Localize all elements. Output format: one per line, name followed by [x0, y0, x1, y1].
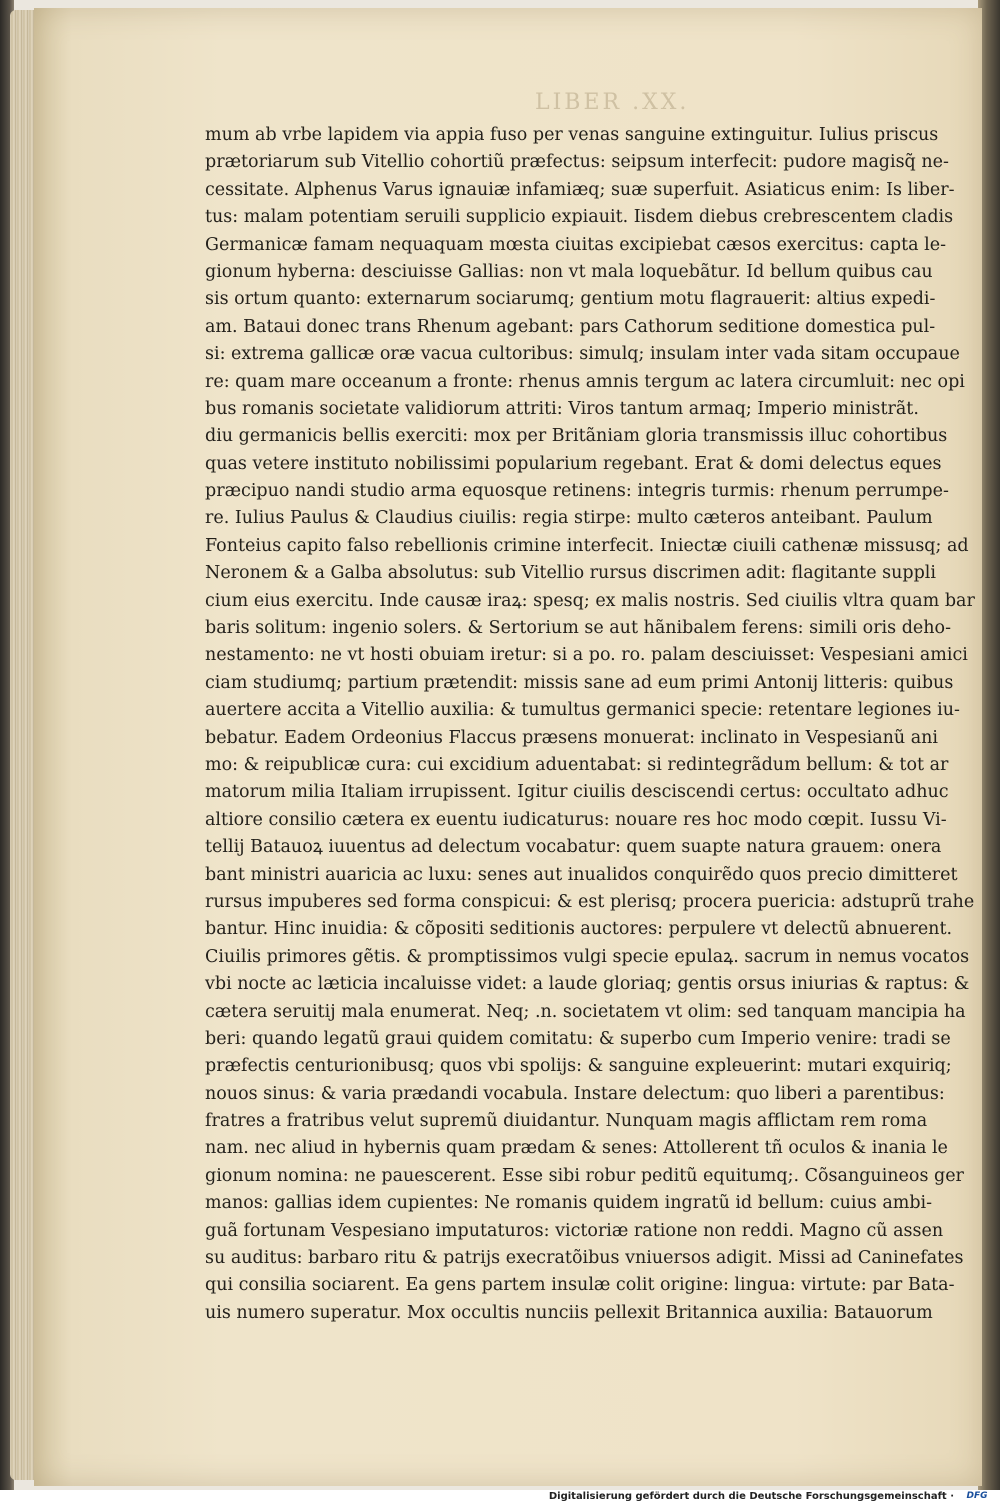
text-line: bebatur. Eadem Ordeonius Flaccus præsens monuerat: inclinato in Vespesianũ ani: [205, 727, 939, 748]
text-line: am. Bataui donec trans Rhenum agebant: pars Cathorum seditione domestica pul-: [205, 316, 936, 337]
text-line: vbi nocte ac læticia incaluisse videt: a laude gloriaq; gentis orsus iniurias & raptus: &: [205, 974, 970, 995]
text-line: nam. nec aliud in hybernis quam prædam & senes: Attollerent tñ oculos & inania le: [205, 1138, 948, 1159]
text-line: fratres a fratribus velut supremũ diuidantur. Nunquam magis afflictam rem roma: [205, 1111, 928, 1132]
text-line: su auditus: barbaro ritu & patrijs execratõibus vniuersos adigit. Missi ad Caninefates: [205, 1248, 964, 1269]
text-line: cessitate. Alphenus Varus ignauiæ infamiæq; suæ superfuit. Asiaticus enim: Is liber-: [205, 179, 955, 200]
text-line: mum ab vrbe lapidem via appia fuso per venas sanguine extinguitur. Iulius priscus: [205, 125, 939, 145]
text-line: rursus impuberes sed forma conspicui: & est plerisq; procera puericia: adstuprũ trahe: [205, 891, 975, 912]
text-line: cium eius exercitu. Inde causæ iraꝝ: spesq; ex malis nostris. Sed ciuilis vltra quam bar: [205, 590, 975, 611]
text-line: si: extrema gallicæ oræ vacua cultoribus: simulq; insulam inter vada sitam occupaue: [205, 344, 960, 365]
text-line: bus romanis societate validiorum attriti: Viros tantum armaq; Imperio ministrãt.: [205, 398, 919, 419]
text-line: uis numero superatur. Mox occultis nunciis pellexit Britannica auxilia: Batauorum: [205, 1302, 933, 1323]
text-line: guã fortunam Vespesiano imputaturos: victoriæ ratione non reddi. Magno cũ assen: [205, 1220, 944, 1241]
text-line: beri: quando legatũ graui quidem comitatu: & superbo cum Imperio venire: tradi se: [205, 1028, 951, 1049]
text-line: bant ministri auaricia ac luxu: senes aut inualidos conquirẽdo quos precio dimitteret: [205, 864, 958, 885]
text-line: sis ortum quanto: externarum sociarumq; gentium motu flagrauerit: altius expedi-: [205, 289, 936, 310]
text-line: re. Iulius Paulus & Claudius ciuilis: regia stirpe: multo cæteros anteibant. Paulum: [205, 508, 933, 529]
text-line: auertere accita a Vitellio auxilia: & tumultus germanici specie: retentare legiones iu-: [205, 700, 960, 721]
text-line: Neronem & a Galba absolutus: sub Vitellio rursus discrimen adit: flagitante suppli: [205, 563, 936, 584]
text-line: re: quam mare occeanum a fronte: rhenus amnis tergum ac latera circumluit: nec opi: [205, 371, 965, 392]
text-line: præfectis centurionibusq; quos vbi spolijs: & sanguine expleuerint: mutari exquiriq;: [205, 1056, 952, 1077]
footer-credit: Digitalisierung gefördert durch die Deutsche Forschungsgemeinschaft ·: [548, 1491, 954, 1502]
text-line: gionum nomina: ne pauescerent. Esse sibi robur peditũ equitumq;. Cõsanguineos ger: [205, 1165, 964, 1186]
text-line: Germanicæ famam nequaquam mœsta ciuitas excipiebat cæsos exercitus: capta le-: [205, 234, 947, 255]
text-line: nouos sinus: & varia prædandi vocabula. Instare delectum: quo liberi a parentibus:: [205, 1083, 945, 1104]
text-line: præcipuo nandi studio arma equosque retinens: integris turmis: rhenum perrumpe-: [205, 481, 949, 502]
text-line: bantur. Hinc inuidia: & cõpositi seditionis auctores: perpulere vt delectũ abnuerent.: [205, 919, 953, 940]
text-line: altiore consilio cætera ex euentu iudicaturus: nouare res hoc modo cœpit. Iussu Vi-: [205, 809, 947, 830]
text-line: gionum hyberna: desciuisse Gallias: non vt mala loquebãtur. Id bellum quibus cau: [205, 261, 933, 282]
text-line: mo: & reipublicæ cura: cui excidium aduentabat: si redintegrãdum bellum: & tot ar: [205, 754, 949, 775]
text-line: tus: malam potentiam seruili supplicio expiauit. Iisdem diebus crebrescentem cladis: [205, 207, 954, 228]
text-line: baris solitum: ingenio solers. & Sertorium se aut hãnibalem ferens: simili oris deho-: [205, 618, 951, 639]
text-line: quas vetere instituto nobilissimi popularium regebant. Erat & domi delectus eques: [205, 453, 942, 474]
text-line: cætera seruitij mala enumerat. Neq; .n. societatem vt olim: sed tanquam mancipia ha: [205, 1001, 966, 1022]
text-line: Fonteius capito falso rebellionis crimine interfecit. Iniectæ ciuili cathenæ missusq; ad: [205, 535, 969, 556]
text-line: Ciuilis primores gẽtis. & promptissimos vulgi specie epulaꝝ. sacrum in nemus vocatos: [205, 946, 970, 967]
text-block: [205, 122, 975, 1327]
text-line: tellij Batauoꝝ iuuentus ad delectum vocabatur: quem suapte natura grauem: onera: [205, 837, 942, 858]
text-line: nestamento: ne vt hosti obuiam iretur: si a po. ro. palam desciuisset: Vespesiani amici: [205, 645, 968, 666]
text-line: qui consilia sociarent. Ea gens partem insulæ colit origine: lingua: virtute: par Bata-: [205, 1275, 955, 1296]
text-line: manos: gallias idem cupientes: Ne romanis quidem ingratũ id bellum: cuius ambi-: [205, 1193, 933, 1214]
text-line: prætoriarum sub Vitellio cohortiũ præfectus: seipsum interfecit: pudore magisq̃ ne-: [205, 152, 949, 173]
dfg-logo-icon: DFG: [966, 1491, 988, 1501]
text-line: diu germanicis bellis exerciti: mox per Britãniam gloria transmissis illuc cohortibus: [205, 426, 948, 447]
text-line: matorum milia Italiam irrupissent. Igitur ciuilis desciscendi certus: occultato adhuc: [205, 782, 949, 803]
running-head: LIBER .XX.: [535, 90, 690, 115]
text-line: ciam studiumq; partium prætendit: missis sane ad eum primi Antonij litteris: quibus: [205, 672, 954, 693]
